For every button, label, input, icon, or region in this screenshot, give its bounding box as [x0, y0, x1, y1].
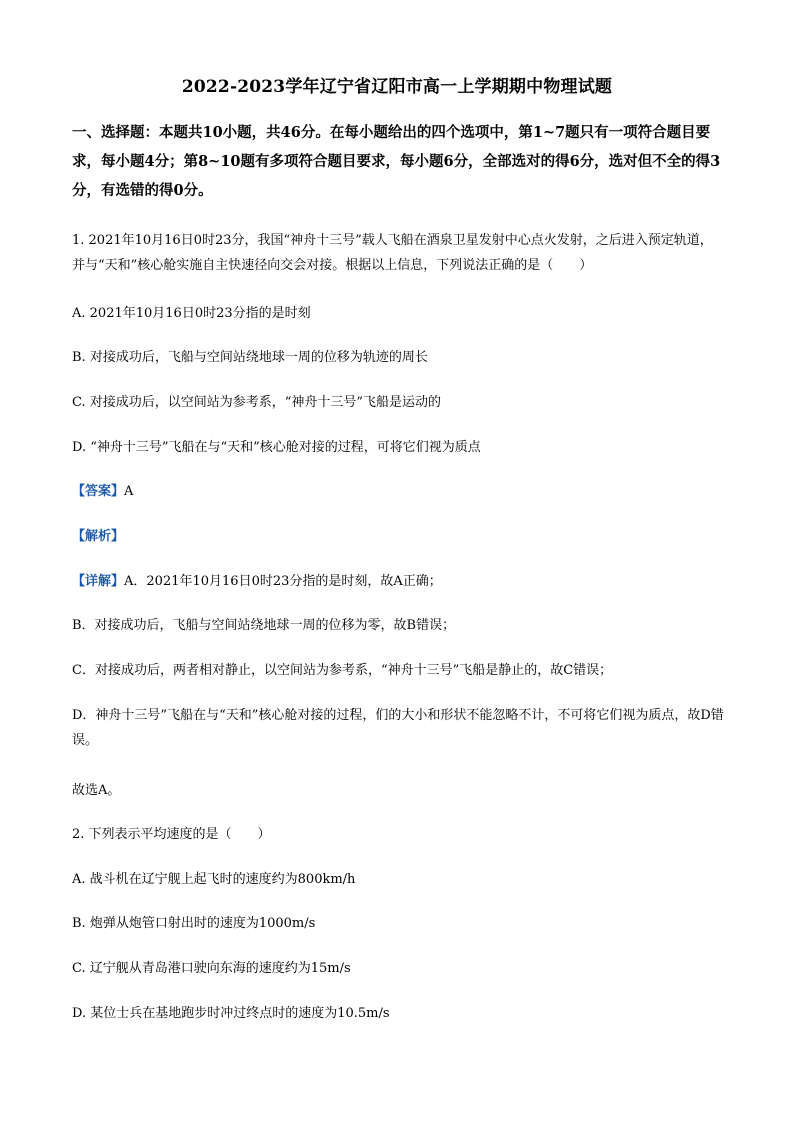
question-1-option-a: A. 2021年10月16日0时23分指的是时刻 — [72, 306, 311, 321]
detail-line-a — [72, 570, 724, 594]
question-2-option-a: A. 战斗机在辽宁舰上起飞时的速度约为800km/h — [72, 872, 356, 887]
detail-line-b: B．对接成功后，飞船与空间站绕地球一周的位移为零，故B错误； — [72, 618, 456, 633]
conclusion-line: 故选A。 — [72, 783, 121, 798]
question-1-option-b: B. 对接成功后，飞船与空间站绕地球一周的位移为轨迹的周长 — [72, 350, 428, 365]
question-2-option-d: D. 某位士兵在基地跑步时冲过终点时的速度为10.5m/s — [72, 1006, 390, 1021]
question-2-option-b: B. 炮弹从炮管口射出时的速度为1000m/s — [72, 916, 316, 931]
analysis-line — [72, 525, 724, 549]
answer-line — [72, 480, 724, 504]
question-1-option-c: C. 对接成功后，以空间站为参考系，“神舟十三号”飞船是运动的 — [72, 395, 442, 410]
detail-line-c: C．对接成功后，两者相对静止，以空间站为参考系，“神舟十三号”飞船是静止的，故C错误； — [72, 663, 613, 678]
question-2-option-c: C. 辽宁舰从青岛港口驶向东海的速度约为15m/s — [72, 961, 351, 976]
detail-tag: 【详解】 — [72, 574, 125, 589]
page-title: 2022-2023学年辽宁省辽阳市高一上学期期中物理试题 — [181, 77, 613, 97]
section-header: 一、选择题：本题共10小题，共46分。在每小题给出的四个选项中，第1~7题只有一项符合题目要求，每小题4分；第8~10题有多项符合题目要求，每小题6分，全部选对的得6分，选对但不全的得3分，有选错的得0分。 — [72, 124, 721, 199]
analysis-tag: 【解析】 — [72, 529, 125, 544]
detail-line-d: D．神舟十三号”飞船在与“天和”核心舱对接的过程，们的大小和形状不能忽略不计，不可将它们视为质点，故D错误。 — [72, 708, 724, 748]
detail-text-a: A．2021年10月16日0时23分指的是时刻，故A正确； — [124, 574, 442, 589]
question-2-stem: 2. 下列表示平均速度的是（ ） — [72, 827, 271, 842]
question-1-stem: 1. 2021年10月16日0时23分，我国“神舟十三号”载人飞船在酒泉卫星发射中心点火发射，之后进入预定轨道，并与“天和”核心舱实施自主快速径向交会对接。根据以上信息，下列说法正确的是（ ） — [72, 233, 713, 273]
answer-value: A — [124, 484, 134, 499]
answer-tag: 【答案】 — [72, 484, 125, 499]
question-1-option-d: D. “神舟十三号”飞船在与“天和”核心舱对接的过程，可将它们视为质点 — [72, 440, 481, 455]
